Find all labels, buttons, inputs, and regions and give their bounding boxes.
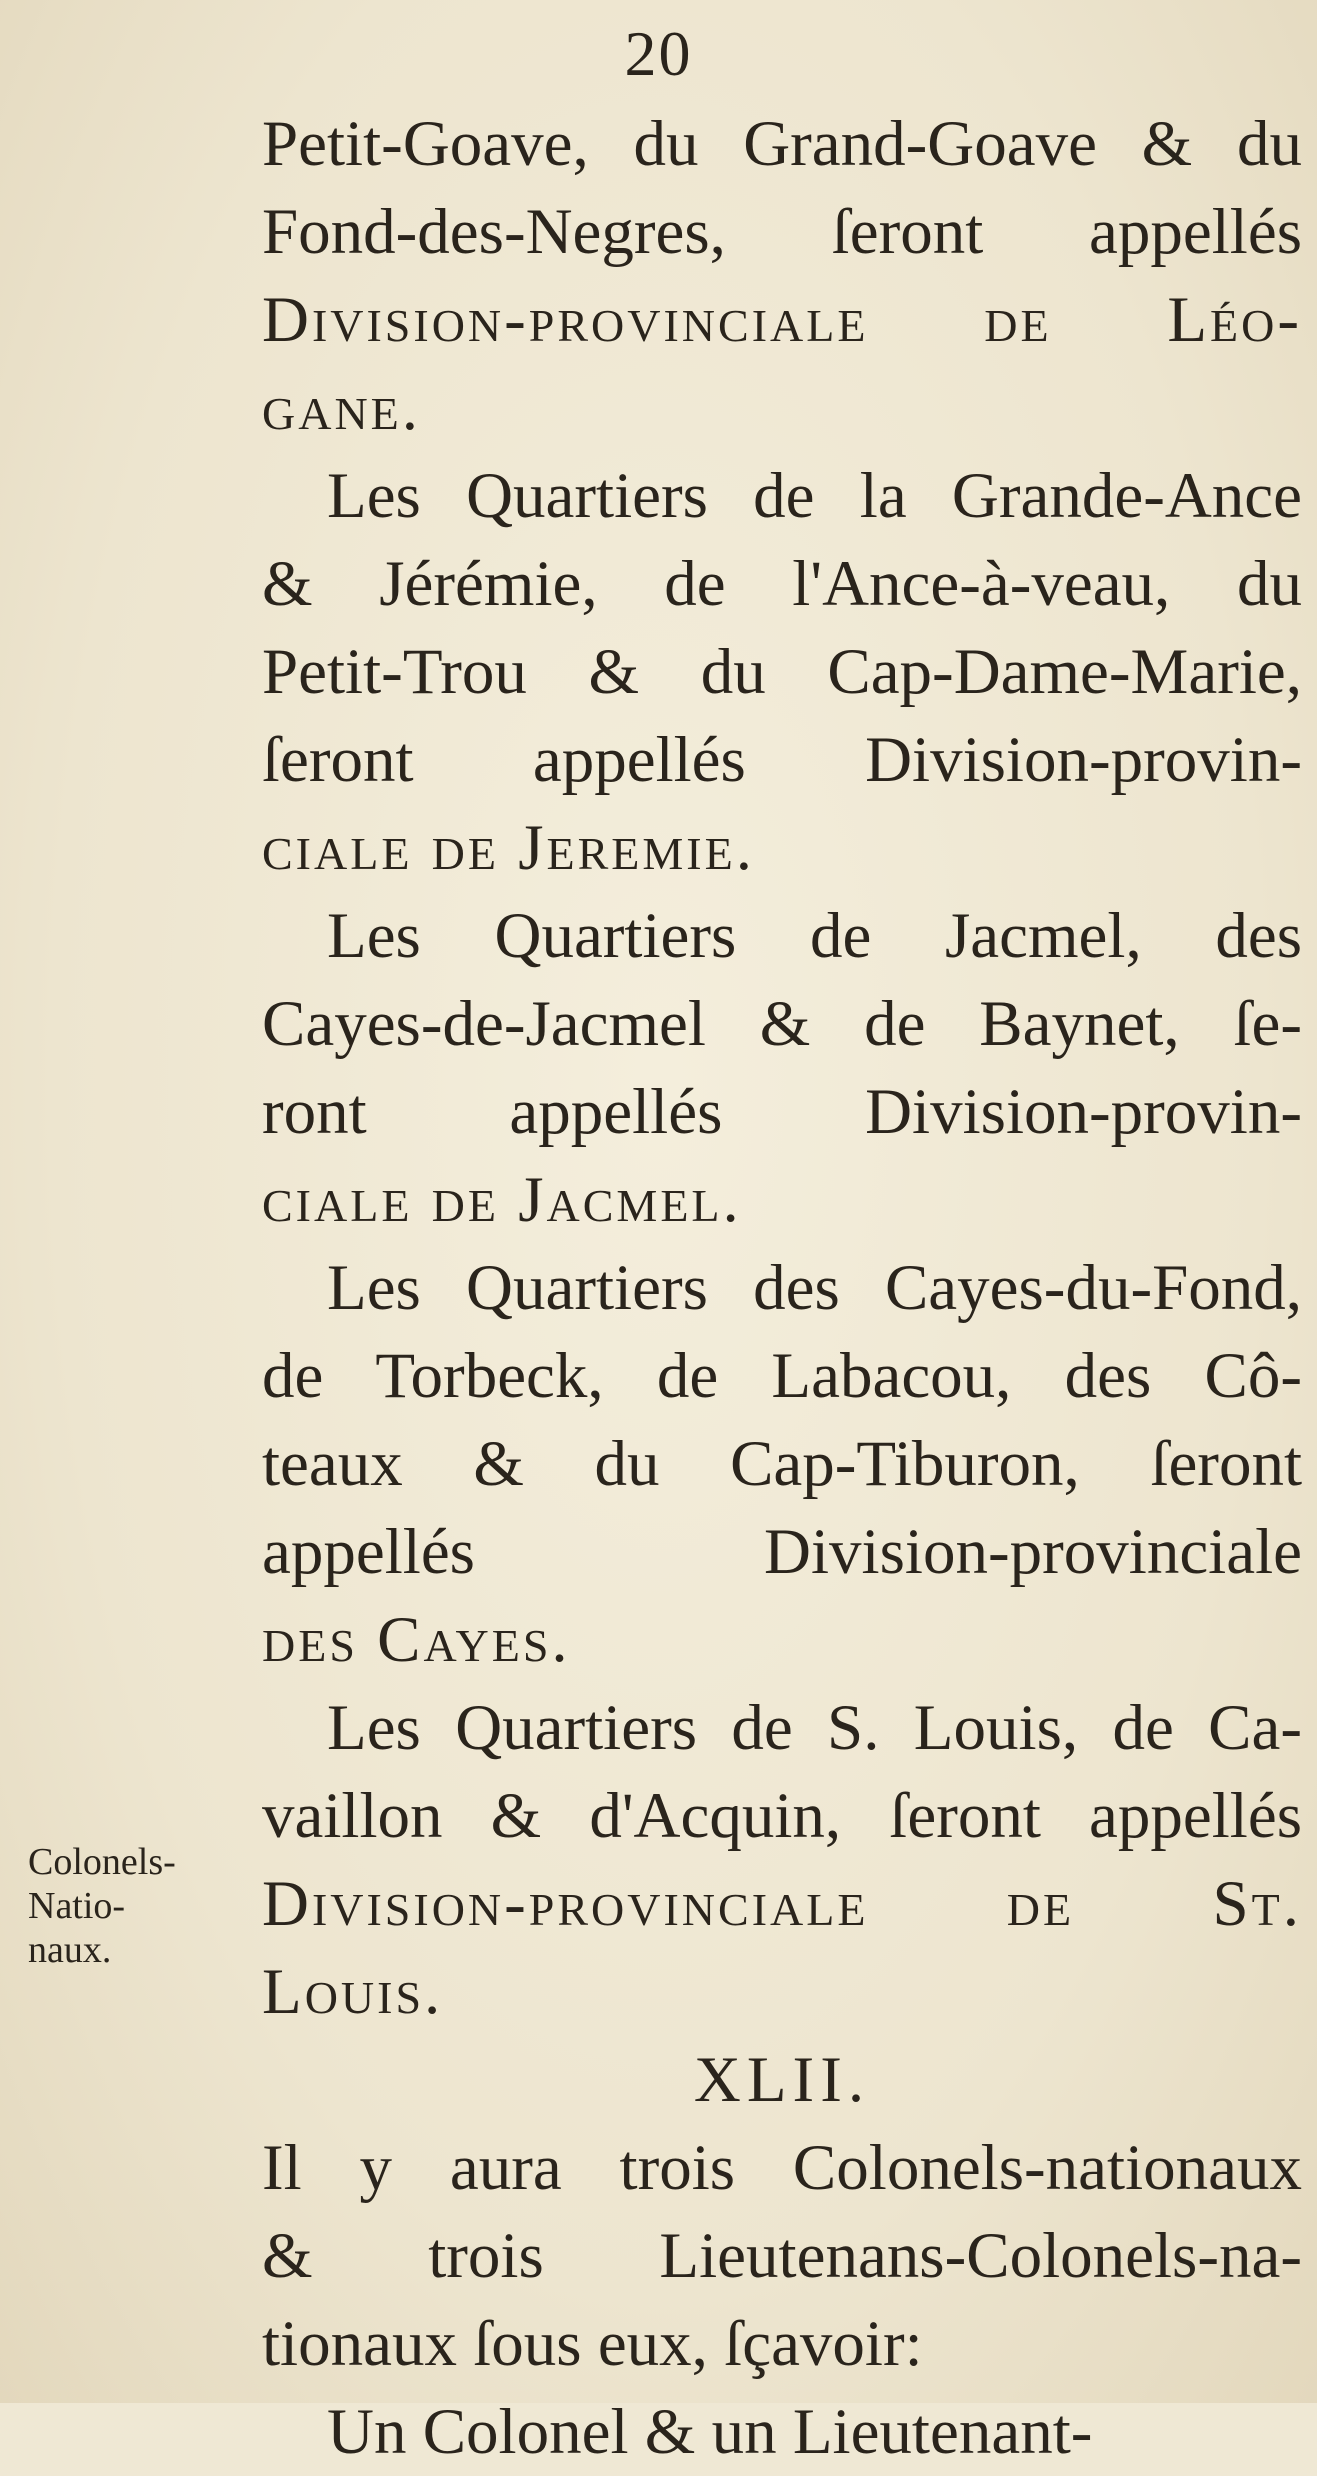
margin-note	[28, 1840, 238, 1972]
body-line: Les Quartiers de la Grande-Ance	[327, 460, 1302, 532]
body-line: Division-provinciale de St.	[262, 1868, 1302, 1940]
margin-note-line: Natio-	[28, 1885, 126, 1927]
body-line: gane.	[262, 372, 422, 444]
body-line: vaillon & d'Acquin, ſeront appellés	[262, 1780, 1302, 1852]
body-line: Petit-Trou & du Cap-Dame-Marie,	[262, 636, 1302, 708]
body-line: des Cayes.	[262, 1604, 571, 1676]
body-line: & trois Lieutenans-Colonels-na-	[262, 2220, 1302, 2292]
body-line: ciale de Jeremie.	[262, 812, 755, 884]
body-line: appellés Division-provinciale	[262, 1516, 1302, 1588]
body-line: Les Quartiers des Cayes-du-Fond,	[327, 1252, 1302, 1324]
body-line: ront appellés Division-provin-	[262, 1076, 1302, 1148]
body-line: Fond-des-Negres, ſeront appellés	[262, 196, 1302, 268]
body-line: de Torbeck, de Labacou, des Cô-	[262, 1340, 1302, 1412]
body-line: Louis.	[262, 1956, 444, 2028]
body-line: Petit-Goave, du Grand-Goave & du	[262, 108, 1302, 180]
body-line: Les Quartiers de S. Louis, de Ca-	[327, 1692, 1302, 1764]
body-line: & Jérémie, de l'Ance-à-veau, du	[262, 548, 1302, 620]
section-number: XLII.	[693, 2044, 871, 2116]
body-text	[262, 100, 1302, 2476]
body-line: tionaux ſous eux, ſçavoir:	[262, 2308, 923, 2380]
body-line: teaux & du Cap-Tiburon, ſeront	[262, 1428, 1302, 1500]
body-line: Division-provinciale de Léo-	[262, 284, 1302, 356]
body-line: Il y aura trois Colonels-nationaux	[262, 2132, 1302, 2204]
body-line: Un Colonel & un Lieutenant-	[327, 2396, 1093, 2468]
body-line: ſeront appellés Division-provin-	[262, 724, 1302, 796]
margin-note-line: naux.	[28, 1929, 112, 1971]
margin-note-line: Colonels-	[28, 1841, 176, 1883]
body-line: Les Quartiers de Jacmel, des	[327, 900, 1302, 972]
page-number: 20	[624, 18, 693, 89]
body-line: Cayes-de-Jacmel & de Baynet, ſe-	[262, 988, 1302, 1060]
body-line: ciale de Jacmel.	[262, 1164, 742, 1236]
